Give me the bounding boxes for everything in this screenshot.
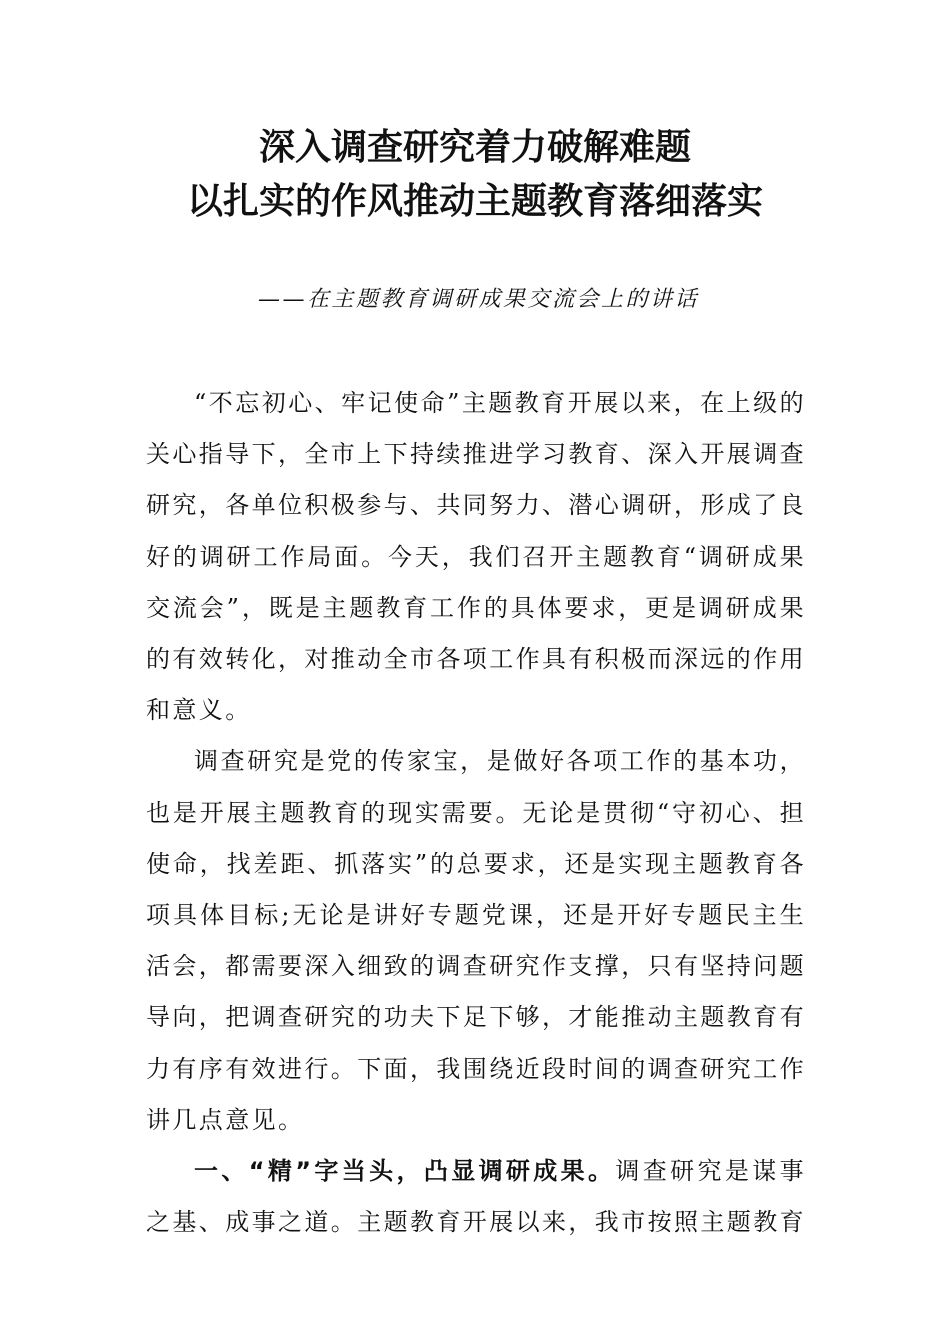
document-subtitle: ——在主题教育调研成果交流会上的讲话: [258, 287, 700, 312]
paragraph-research: 调查研究是党的传家宝，是做好各项工作的基本功，也是开展主题教育的现实需要。无论是贯彻“守初心、担使命，找差距、抓落实”的总要求，还是实现主题教育各项具体目标;无论是讲好专题党课，还是开好专题民主生活会，都需要深入细致的调查研究作支撑，只有坚持问题导向，把调查研究的功夫下足下够，才能推动主题教育有力有序有效进行。下面，我围绕近段时间的调查研究工作讲几点意见。: [146, 747, 806, 1134]
document-title-line-1: 深入调查研究着力破解难题: [258, 126, 691, 168]
section-1-heading: 一、“精”字当头，凸显调研成果。: [194, 1157, 616, 1186]
section-1-text: 调查研究是谋事之基、成事之道。主题教育开展以来，我市按照主题教育: [146, 1157, 806, 1237]
paragraph-intro: “不忘初心、牢记使命”主题教育开展以来，在上级的关心指导下，全市上下持续推进学习教育、深入开展调查研究，各单位积极参与、共同努力、潜心调研，形成了良好的调研工作局面。今天，我们召开主题教育“调研成果交流会”，既是主题教育工作的具体要求，更是调研成果的有效转化，对推动全市各项工作具有积极而深远的作用和意义。: [146, 389, 806, 725]
document-title-line-2: 以扎实的作风推动主题教育落细落实: [186, 180, 763, 222]
paragraph-section-1: [146, 1146, 806, 1248]
document-body: [146, 378, 806, 1248]
